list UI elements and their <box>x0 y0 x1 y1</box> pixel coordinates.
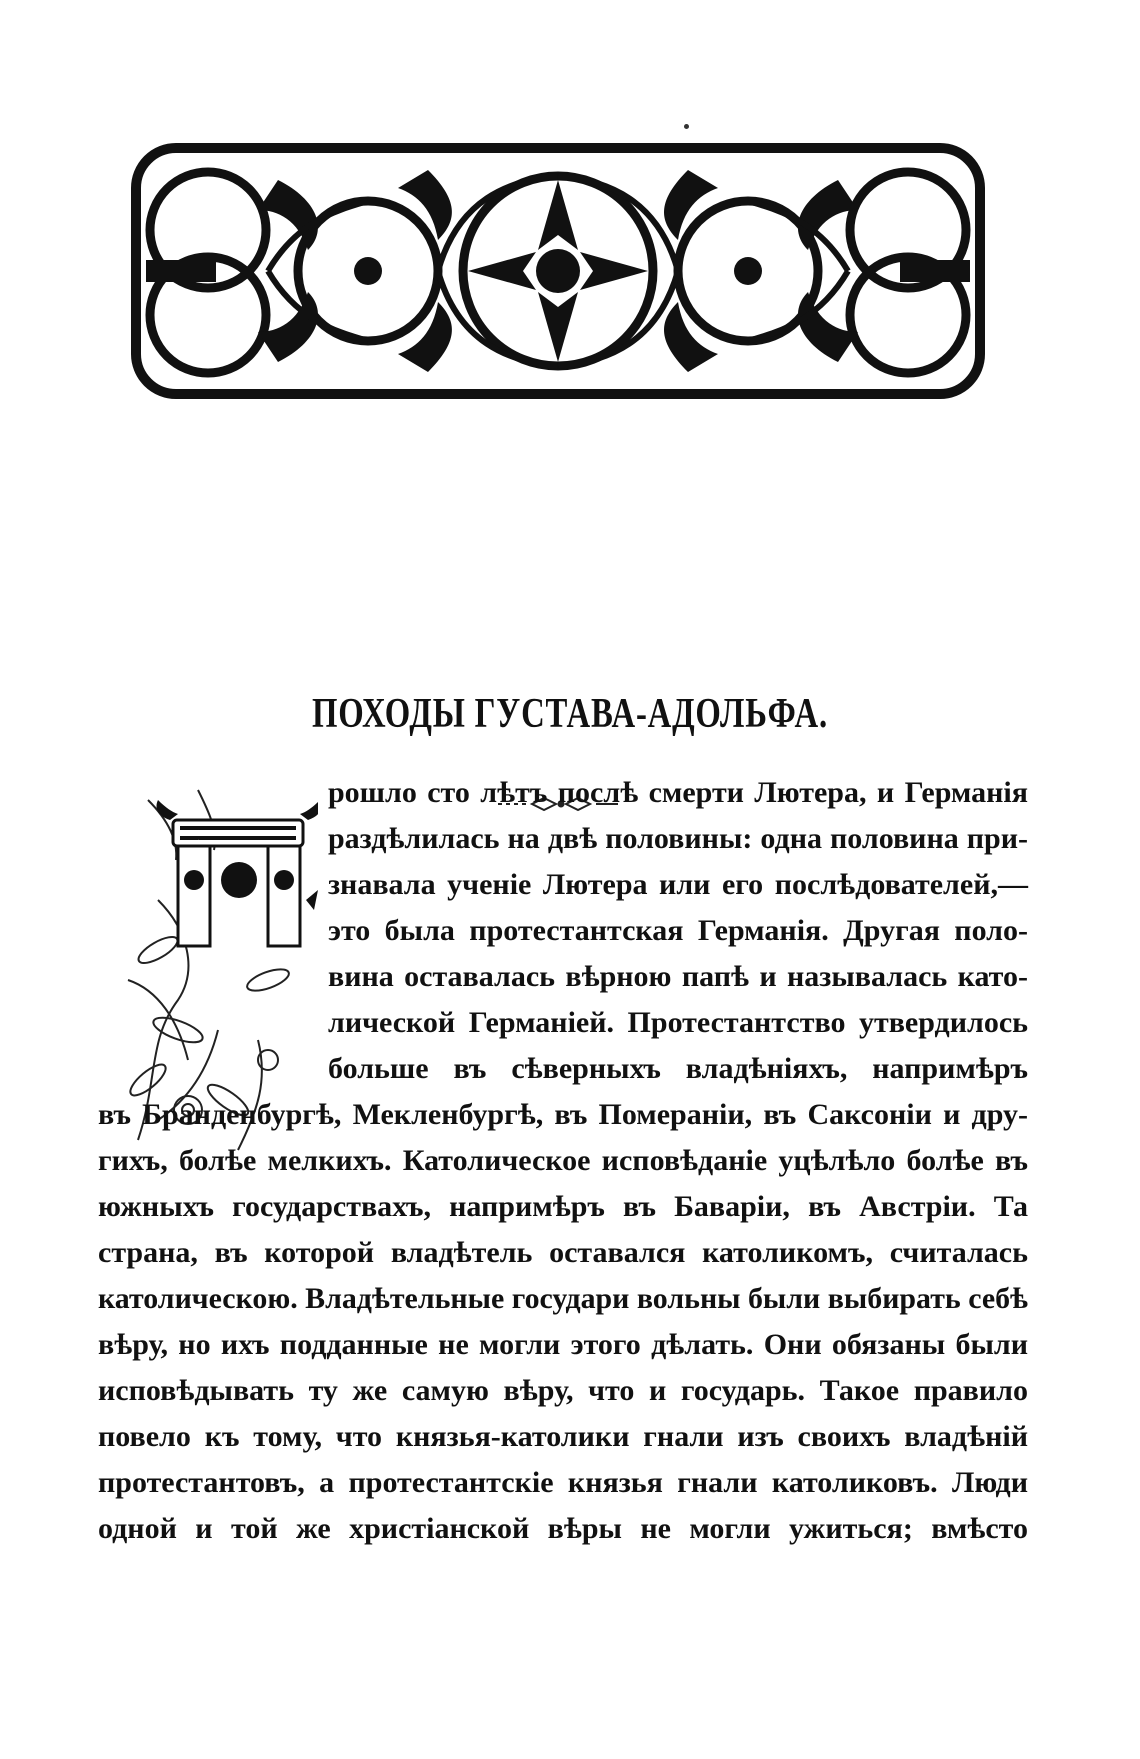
chapter-title: ПОХОДЫ ГУСТАВА-АДОЛЬФА. <box>312 691 828 737</box>
text-line: одной и той же христіанской вѣры не могли ужиться; вмѣсто <box>98 1512 1028 1545</box>
text-line: протестантовъ, а протестантскіе князья гнали католиковъ. Люди <box>98 1466 1028 1499</box>
text-line: повело къ тому, что князья-католики гнали изъ своихъ владѣній <box>98 1420 1028 1453</box>
text-line: раздѣлилась на двѣ половины: одна половина при- <box>328 822 1028 855</box>
text-line: вѣру, но ихъ подданные не могли этого дѣлать. Они обязаны были <box>98 1328 1028 1361</box>
ornamental-headpiece-icon <box>128 140 988 402</box>
text-line: католическою. Владѣтельные государи вольны были выбирать себѣ <box>98 1282 1028 1315</box>
dropcap-letter: П <box>198 840 199 841</box>
text-line: въ Бранденбургѣ, Мекленбургѣ, въ Помераніи, въ Саксоніи и дру- <box>98 1098 1028 1131</box>
text-line: рошло сто лѣтъ послѣ смерти Лютера, и Германія <box>328 776 1028 809</box>
text-line: это была протестантская Германія. Другая поло- <box>328 914 1028 947</box>
text-line: лической Германіей. Протестантство утвердилось <box>328 1006 1028 1039</box>
text-line: страна, въ которой владѣтель оставался католикомъ, считалась <box>98 1236 1028 1269</box>
ink-speck <box>684 124 689 129</box>
text-line: южныхъ государствахъ, напримѣръ въ Баваріи, въ Австріи. Та <box>98 1190 1028 1223</box>
text-line: исповѣдывать ту же самую вѣру, что и государь. Такое правило <box>98 1374 1028 1407</box>
text-line: вина оставалась вѣрною папѣ и называлась като- <box>328 960 1028 993</box>
text-line: гихъ, болѣе мелкихъ. Католическое исповѣданіе уцѣлѣло болѣе въ <box>98 1144 1028 1177</box>
text-line: больше въ сѣверныхъ владѣніяхъ, напримѣръ <box>328 1052 1028 1085</box>
text-line: знавала ученіе Лютера или его послѣдователей,— <box>328 868 1028 901</box>
